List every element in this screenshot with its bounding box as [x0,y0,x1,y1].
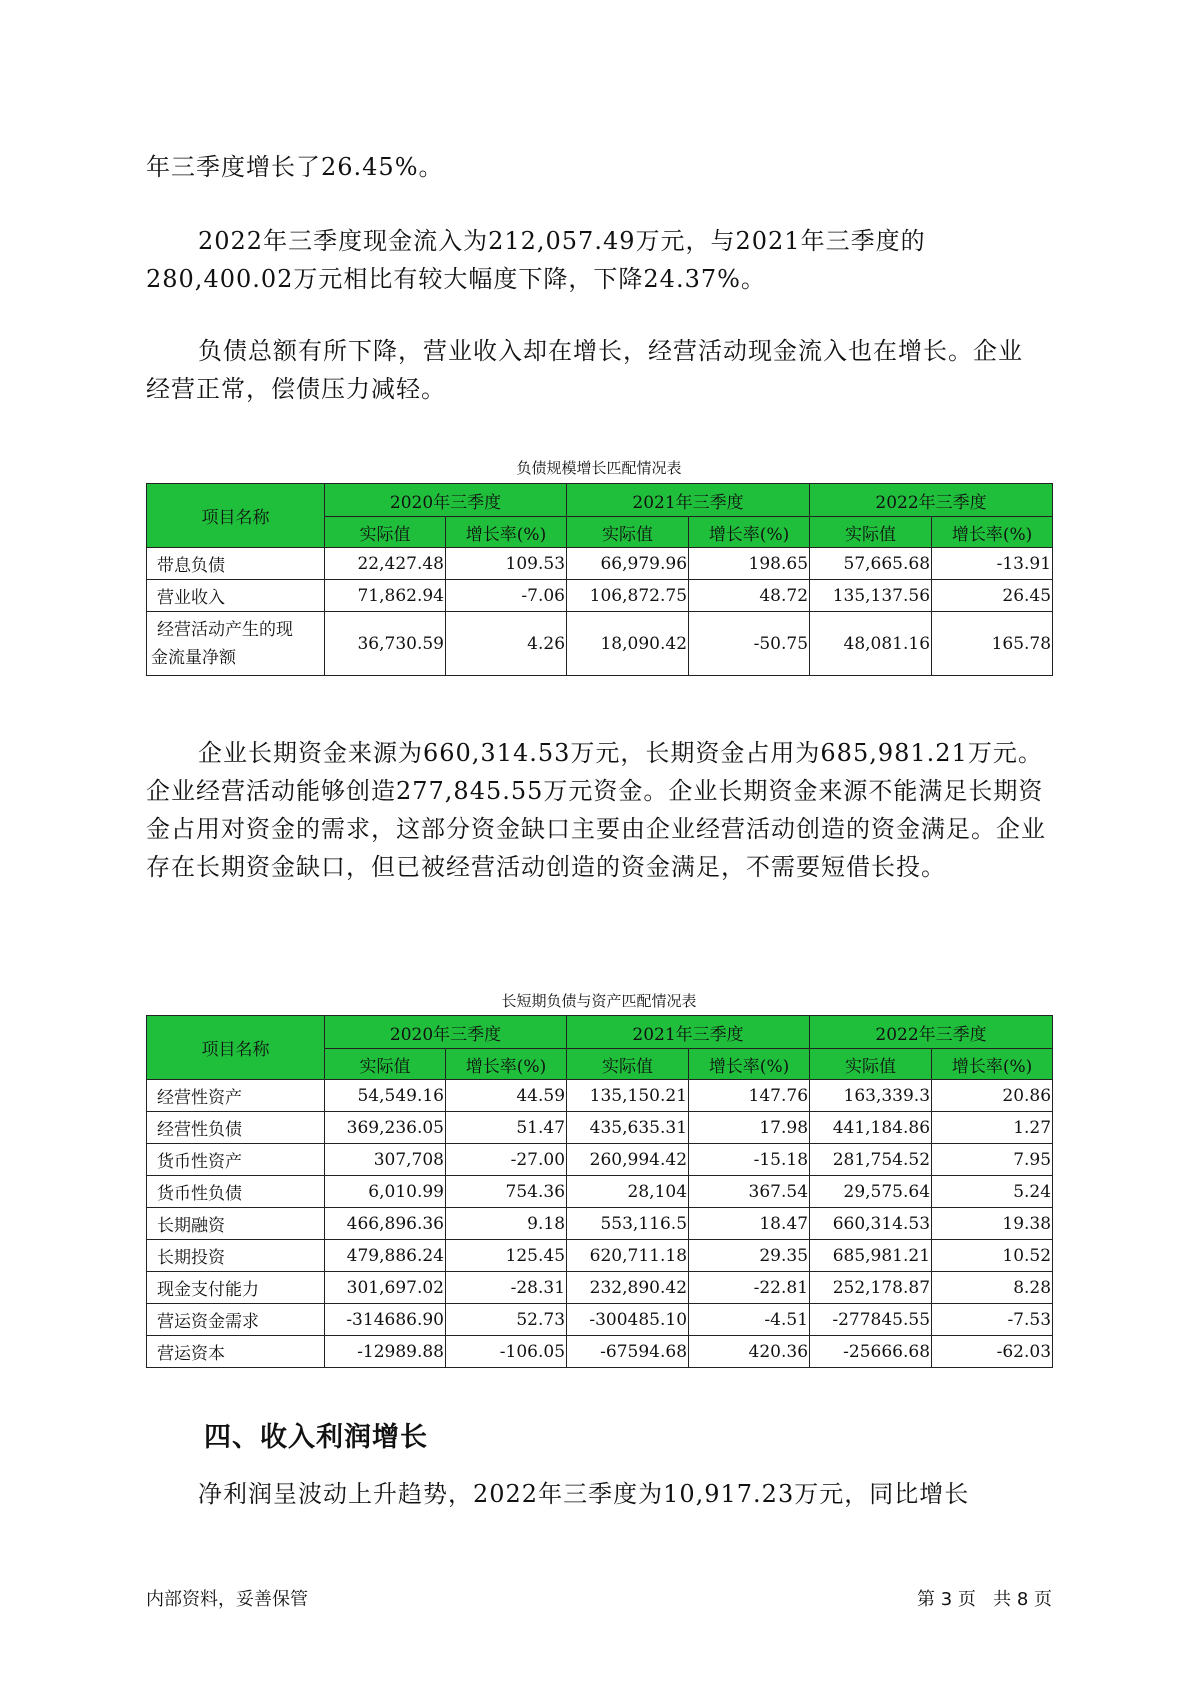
section-heading: 四、收入利润增长 [204,1422,428,1453]
row-label: 带息负债 [147,548,325,580]
cell-value: 71,862.94 [325,580,446,612]
cell-value: 54,549.16 [325,1080,446,1112]
row-label: 经营性负债 [147,1112,325,1144]
cell-value: 553,116.5 [567,1208,689,1240]
cell-value: 660,314.53 [810,1208,932,1240]
header-actual: 实际值 [810,517,932,548]
cell-value: 1.27 [932,1112,1053,1144]
cell-value: 18.47 [689,1208,810,1240]
header-actual: 实际值 [567,1049,689,1080]
cell-value: 301,697.02 [325,1272,446,1304]
cell-value: 232,890.42 [567,1272,689,1304]
cell-value: 48.72 [689,580,810,612]
table-row [147,580,1053,612]
debt-asset-match-table [146,1015,1053,1368]
header-growth: 增长率(%) [446,1049,567,1080]
header-actual: 实际值 [567,517,689,548]
cell-value: -277845.55 [810,1304,932,1336]
row-label: 长期融资 [147,1208,325,1240]
cell-value: 48,081.16 [810,612,932,676]
cell-value: -22.81 [689,1272,810,1304]
cell-value: 6,010.99 [325,1176,446,1208]
header-growth: 增长率(%) [689,517,810,548]
row-label: 经营性资产 [147,1080,325,1112]
cell-value: 252,178.87 [810,1272,932,1304]
cell-value: 260,994.42 [567,1144,689,1176]
cell-value: -314686.90 [325,1304,446,1336]
row-label [147,612,325,676]
cell-value: 18,090.42 [567,612,689,676]
cell-value: 479,886.24 [325,1240,446,1272]
cell-value: 147.76 [689,1080,810,1112]
table-row [147,1240,1053,1272]
table-row [147,612,1053,676]
cell-value: 620,711.18 [567,1240,689,1272]
cell-value: -28.31 [446,1272,567,1304]
cell-value: -50.75 [689,612,810,676]
cell-value: -7.53 [932,1304,1053,1336]
cell-value: -13.91 [932,548,1053,580]
row-label-line1: 经营活动产生的现 [157,619,293,640]
cell-value: 17.98 [689,1112,810,1144]
cell-value: 106,872.75 [567,580,689,612]
header-actual: 实际值 [810,1049,932,1080]
cell-value: -4.51 [689,1304,810,1336]
table-row [147,1208,1053,1240]
header-growth: 增长率(%) [446,517,567,548]
header-item-name: 项目名称 [147,484,325,548]
header-period: 2020年三季度 [325,484,567,517]
row-label: 货币性负债 [147,1176,325,1208]
paragraph-continuation: 年三季度增长了26.45%。 [146,153,444,181]
cell-value: -300485.10 [567,1304,689,1336]
table1-caption: 负债规模增长匹配情况表 [516,459,682,477]
cell-value: 26.45 [932,580,1053,612]
table-row [147,1144,1053,1176]
cell-value: 66,979.96 [567,548,689,580]
cell-value: 19.38 [932,1208,1053,1240]
row-label: 营运资本 [147,1336,325,1368]
cell-value: 198.65 [689,548,810,580]
header-period: 2022年三季度 [810,484,1053,517]
cell-value: 57,665.68 [810,548,932,580]
cell-value: 29,575.64 [810,1176,932,1208]
header-period: 2022年三季度 [810,1016,1053,1049]
row-label: 长期投资 [147,1240,325,1272]
cell-value: 367.54 [689,1176,810,1208]
cell-value: -12989.88 [325,1336,446,1368]
paragraph-long-term-funds: 企业长期资金来源为660,314.53万元，长期资金占用为685,981.21万元。企业经营活动能够创造277,845.55万元资金。企业长期资金来源不能满足长期资金占用对资金的需求，这部分资金缺口主要由企业经营活动创造的资金满足。企业存在长期资金缺口，但已被经营活动创造的资金满足，不需要短借长投。 [146,739,1046,881]
header-period: 2020年三季度 [325,1016,567,1049]
table-row [147,1080,1053,1112]
table-row [147,1336,1053,1368]
cell-value: 7.95 [932,1144,1053,1176]
cell-value: 44.59 [446,1080,567,1112]
table-row [147,1272,1053,1304]
cell-value: 22,427.48 [325,548,446,580]
row-label: 货币性资产 [147,1144,325,1176]
cell-value: 10.52 [932,1240,1053,1272]
footer-page-number: 第 3 页 共 8 页 [917,1589,1052,1610]
cell-value: -7.06 [446,580,567,612]
cell-value: 685,981.21 [810,1240,932,1272]
cell-value: 109.53 [446,548,567,580]
cell-value: 29.35 [689,1240,810,1272]
paragraph-debt-summary: 负债总额有所下降，营业收入却在增长，经营活动现金流入也在增长。企业经营正常，偿债压力减轻。 [146,337,1023,403]
cell-value: -27.00 [446,1144,567,1176]
cell-value: 435,635.31 [567,1112,689,1144]
table-row [147,1176,1053,1208]
cell-value: 466,896.36 [325,1208,446,1240]
cell-value: 52.73 [446,1304,567,1336]
paragraph-net-profit: 净利润呈波动上升趋势，2022年三季度为10,917.23万元，同比增长 [198,1480,970,1508]
cell-value: 441,184.86 [810,1112,932,1144]
cell-value: -67594.68 [567,1336,689,1368]
cell-value: 20.86 [932,1080,1053,1112]
table-row [147,548,1053,580]
cell-value: 281,754.52 [810,1144,932,1176]
cell-value: 369,236.05 [325,1112,446,1144]
cell-value: 4.26 [446,612,567,676]
cell-value: 135,137.56 [810,580,932,612]
debt-scale-table [146,483,1053,676]
cell-value: -62.03 [932,1336,1053,1368]
header-growth: 增长率(%) [932,517,1053,548]
header-actual: 实际值 [325,517,446,548]
cell-value: 163,339.3 [810,1080,932,1112]
header-period: 2021年三季度 [567,484,810,517]
row-label: 营业收入 [147,580,325,612]
cell-value: 5.24 [932,1176,1053,1208]
cell-value: 165.78 [932,612,1053,676]
header-growth: 增长率(%) [689,1049,810,1080]
header-item-name: 项目名称 [147,1016,325,1080]
footer-confidential-note: 内部资料，妥善保管 [146,1589,308,1610]
cell-value: 135,150.21 [567,1080,689,1112]
cell-value: -25666.68 [810,1336,932,1368]
cell-value: 754.36 [446,1176,567,1208]
table-row [147,1304,1053,1336]
row-label: 现金支付能力 [147,1272,325,1304]
cell-value: -15.18 [689,1144,810,1176]
cell-value: 28,104 [567,1176,689,1208]
table-row [147,1112,1053,1144]
paragraph-cash-inflow: 2022年三季度现金流入为212,057.49万元，与2021年三季度的280,400.02万元相比有较大幅度下降，下降24.37%。 [146,227,926,293]
cell-value: -106.05 [446,1336,567,1368]
table2-caption: 长短期负债与资产匹配情况表 [501,992,697,1010]
row-label-line2: 金流量净额 [151,647,236,668]
header-period: 2021年三季度 [567,1016,810,1049]
cell-value: 125.45 [446,1240,567,1272]
cell-value: 420.36 [689,1336,810,1368]
cell-value: 51.47 [446,1112,567,1144]
cell-value: 36,730.59 [325,612,446,676]
header-growth: 增长率(%) [932,1049,1053,1080]
header-actual: 实际值 [325,1049,446,1080]
cell-value: 8.28 [932,1272,1053,1304]
cell-value: 9.18 [446,1208,567,1240]
row-label: 营运资金需求 [147,1304,325,1336]
cell-value: 307,708 [325,1144,446,1176]
